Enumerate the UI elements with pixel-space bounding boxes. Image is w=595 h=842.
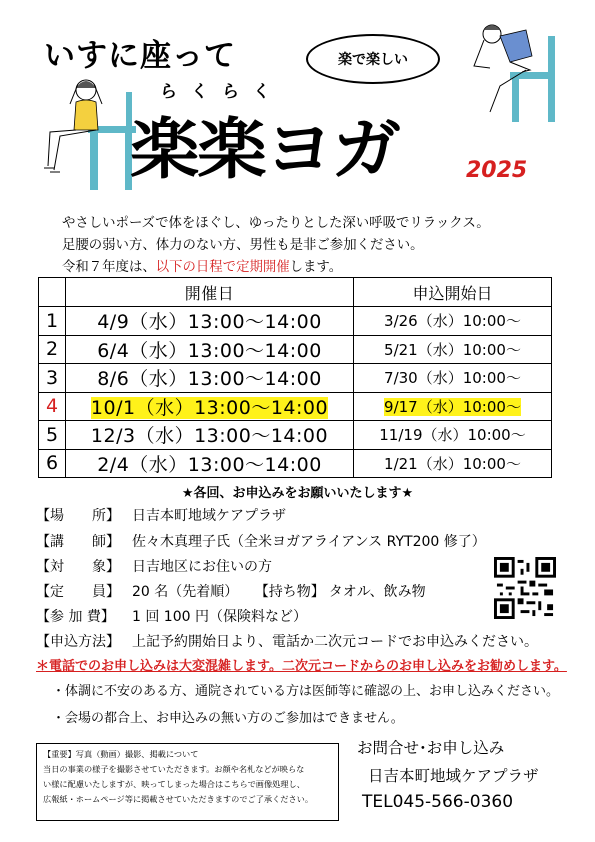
- header-no: [39, 278, 66, 307]
- table-row: [39, 364, 552, 393]
- info-target: [36, 556, 272, 576]
- table-row: [39, 449, 552, 478]
- row-number: 1: [39, 307, 66, 336]
- info-apply: [36, 631, 538, 651]
- row-date: 6/4（水）13:00～14:00: [66, 335, 354, 364]
- info-items-value: タオル、飲み物: [328, 584, 426, 600]
- info-teacher-value: 佐々木真理子氏（全米ヨガアライアンス RYT200 修了）: [132, 534, 486, 550]
- contact-label: お問合せ･お申し込み: [357, 739, 505, 757]
- notice-line: ★各回、お申込みをお願いいたします★: [181, 486, 414, 501]
- info-teacher-key: 【講 師】: [36, 534, 120, 550]
- note-line-1: ・体調に不安のある方、通院されている方は医師等に確認の上、お申し込みください。: [52, 684, 560, 699]
- table-row: [39, 421, 552, 450]
- intro-line-2: 足腰の弱い方、体力のない方、男性も是非ご参加ください。: [62, 238, 424, 253]
- info-place: [36, 505, 286, 525]
- row-date: 4/9（水）13:00～14:00: [66, 307, 354, 336]
- info-fee-key: 【参 加 費】: [36, 609, 115, 625]
- schedule-table: [38, 277, 552, 478]
- row-number: 2: [39, 335, 66, 364]
- note-line-2: ・会場の都合上、お申込みの無い方のご参加はできません。: [52, 711, 404, 726]
- title-furigana: らくらく: [160, 82, 284, 102]
- header-date: 開催日: [66, 278, 354, 307]
- photo-notice-line-3: 広報紙・ホームページ等に掲載させていただきますのでご了承ください。: [43, 794, 314, 804]
- info-fee: [36, 606, 307, 626]
- row-number: 6: [39, 449, 66, 478]
- row-apply-highlight: 9/17（水）10:00～: [384, 397, 521, 416]
- contact-org: 日吉本町地域ケアプラザ: [368, 767, 539, 785]
- intro-line-3: [62, 256, 342, 275]
- speech-bubble: 楽で楽しい: [306, 34, 440, 84]
- info-target-key: 【対 象】: [36, 559, 120, 575]
- warning-line: ＊電話でのお申し込みは大変混雑します。二次元コードからのお申し込みをお勧めします。: [36, 659, 567, 674]
- photo-notice-box: [36, 743, 339, 821]
- intro-line-3-c: します。: [289, 260, 343, 275]
- info-items-key: 【持ち物】: [254, 584, 325, 600]
- info-fee-value: 1 回 100 円（保険料など）: [132, 609, 307, 625]
- intro-line-3-a: 令和７年度は、: [62, 260, 156, 275]
- row-date: 12/3（水）13:00～14:00: [66, 421, 354, 450]
- row-date: 2/4（水）13:00～14:00: [66, 449, 354, 478]
- page-title: いすに座って: [44, 38, 236, 74]
- row-date-highlight: 10/1（水）13:00～14:00: [90, 396, 329, 419]
- contact-tel[interactable]: TEL045-566-0360: [362, 792, 514, 812]
- row-apply-start: 3/26（水）10:00～: [354, 307, 552, 336]
- row-number: 4: [39, 392, 66, 421]
- row-date: [66, 392, 354, 421]
- table-row-highlighted: [39, 392, 552, 421]
- photo-notice-line-1: 当日の事業の様子を撮影させていただきます。お顔や名札などが映らな: [43, 764, 305, 774]
- row-apply-start: 11/19（水）10:00～: [354, 421, 552, 450]
- info-apply-key: 【申込方法】: [36, 634, 120, 650]
- table-row: [39, 307, 552, 336]
- intro-line-3-highlight: 以下の日程で定期開催: [155, 260, 290, 275]
- table-row: [39, 335, 552, 364]
- info-capacity-key: 【定 員】: [36, 584, 120, 600]
- row-date: 8/6（水）13:00～14:00: [66, 364, 354, 393]
- schedule-header-row: [39, 278, 552, 307]
- row-apply-start: 1/21（水）10:00～: [354, 449, 552, 478]
- info-target-value: 日吉地区にお住いの方: [132, 559, 272, 575]
- row-apply-start: 5/21（水）10:00～: [354, 335, 552, 364]
- row-apply-start: [354, 392, 552, 421]
- info-teacher: [36, 531, 486, 551]
- row-apply-start: 7/30（水）10:00～: [354, 364, 552, 393]
- year-label: 2025: [466, 158, 528, 183]
- info-capacity-value: 20 名（先着順）: [132, 584, 239, 600]
- chair-yoga-illustration-right: [470, 16, 580, 126]
- qr-code[interactable]: [494, 557, 556, 619]
- main-title: 楽楽ヨガ: [130, 111, 399, 188]
- row-number: 3: [39, 364, 66, 393]
- photo-notice-title: 【重要】写真（動画）撮影、掲載について: [43, 749, 199, 759]
- row-number: 5: [39, 421, 66, 450]
- intro-line-1: やさしいポーズで体をほぐし、ゆったりとした深い呼吸でリラックス。: [62, 216, 490, 231]
- info-place-value: 日吉本町地域ケアプラザ: [132, 508, 286, 524]
- header-apply: 申込開始日: [354, 278, 552, 307]
- photo-notice-line-2: い様に配慮いたしますが、映ってしまった場合はこちらで画像処理し、: [43, 779, 305, 789]
- info-capacity: [36, 581, 426, 601]
- info-place-key: 【場 所】: [36, 508, 120, 524]
- info-apply-value: 上記予約開始日より、電話か二次元コードでお申込みください。: [132, 634, 538, 650]
